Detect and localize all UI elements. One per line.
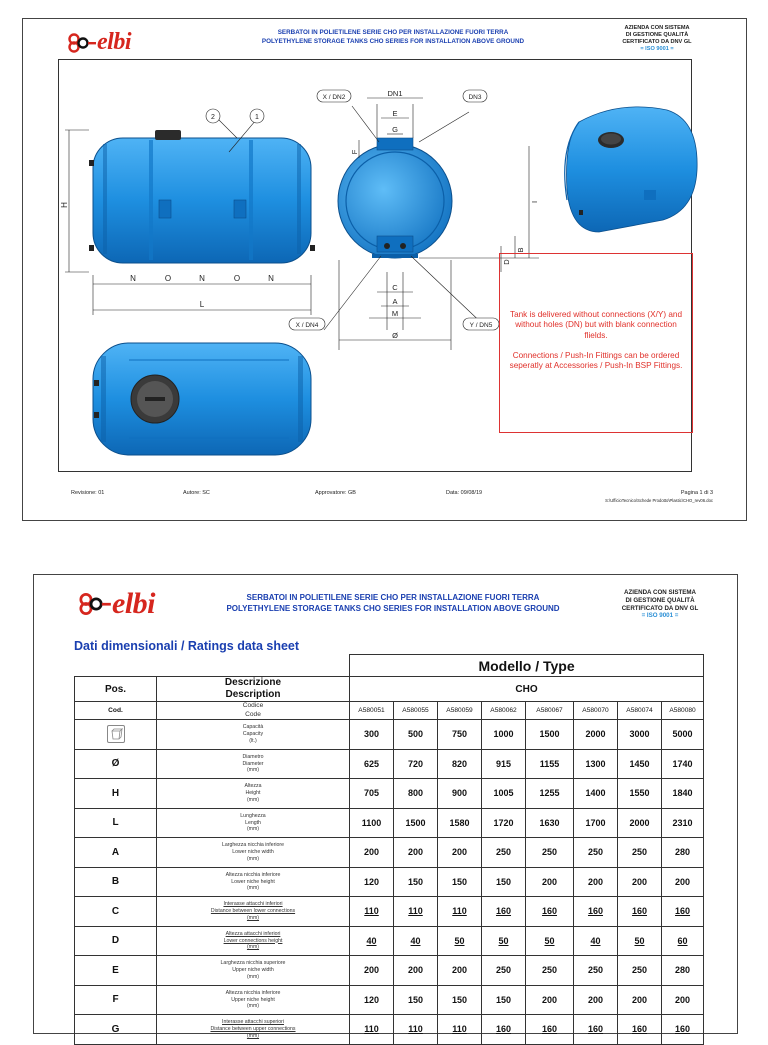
row-description [157, 926, 350, 956]
value-cell: 900 [438, 779, 482, 809]
value-cell: 40 [394, 926, 438, 956]
footer-revision: Revisione: 01 [71, 490, 105, 496]
table-row [75, 1015, 704, 1045]
cert-line: DI GESTIONE QUALITÀ [625, 31, 689, 38]
title-english: POLYETHYLENE STORAGE TANKS CHO SERIES FOR INSTALLATION ABOVE GROUND [261, 37, 525, 45]
row-position: F [75, 985, 157, 1015]
title-italian: SERBATOI IN POLIETILENE SERIE CHO PER INSTALLAZIONE FUORI TERRA [246, 593, 540, 602]
row-position: L [75, 808, 157, 838]
value-cell: 820 [438, 749, 482, 779]
value-cell: 160 [618, 1015, 662, 1045]
desc-en: Code [245, 710, 261, 718]
description-line: (mm) [246, 944, 260, 951]
value-cell: 1400 [574, 779, 618, 809]
svg-text:X / DN4: X / DN4 [295, 322, 319, 329]
description-line: Interasse attacchi inferiori [223, 901, 283, 908]
svg-text:1: 1 [255, 114, 259, 121]
document-title [223, 29, 563, 46]
front-view-tank [338, 138, 452, 258]
datasheet-title: Dati dimensionali / Ratings data sheet [74, 639, 300, 653]
row-description [157, 897, 350, 927]
row-description [157, 808, 350, 838]
ratings-table [74, 654, 704, 1045]
table-row [75, 749, 704, 779]
value-cell: 40 [574, 926, 618, 956]
description-line: Interasse attacchi superiori [222, 1019, 284, 1026]
value-cell: 200 [662, 867, 704, 897]
row-position: G [75, 1015, 157, 1045]
value-cell: 110 [394, 897, 438, 927]
value-cell: 1580 [438, 808, 482, 838]
footer-page: Pagina 1 di 3 [680, 490, 713, 496]
cert-line: AZIENDA CON SISTEMA [624, 25, 690, 31]
value-cell: 150 [394, 867, 438, 897]
row-position: Ø [75, 749, 157, 779]
model-code-cell: A580067 [526, 702, 574, 720]
value-cell: 110 [438, 1015, 482, 1045]
row-description [157, 779, 350, 809]
value-cell: 120 [350, 867, 394, 897]
footer-date: Data: 09/08/19 [446, 490, 483, 496]
value-cell: 1255 [526, 779, 574, 809]
description-line: (lt.) [249, 737, 257, 744]
row-position: D [75, 926, 157, 956]
description-line: (mm) [246, 826, 260, 833]
svg-text:Ø: Ø [392, 331, 398, 340]
value-cell: 160 [526, 897, 574, 927]
model-code-cell: A580070 [574, 702, 618, 720]
svg-text:N: N [268, 274, 274, 283]
description-line: Lunghezza [240, 812, 266, 819]
description-line: (mm) [246, 1032, 260, 1039]
description-line: Diameter [242, 760, 264, 767]
value-cell: 160 [482, 897, 526, 927]
row-position [75, 720, 157, 750]
svg-text:2: 2 [211, 114, 215, 121]
row-position: E [75, 956, 157, 986]
elbi-logo-mark-icon [78, 592, 112, 616]
document-title [194, 593, 592, 615]
certification-block [597, 25, 717, 53]
description-line: (mm) [246, 796, 260, 803]
description-line: Capacity [242, 731, 264, 737]
value-cell: 50 [526, 926, 574, 956]
svg-text:G: G [392, 125, 398, 134]
row-description [157, 985, 350, 1015]
description-line: (mm) [246, 767, 260, 774]
row-description [157, 1015, 350, 1045]
row-description [157, 838, 350, 868]
table-row [75, 956, 704, 986]
value-cell: 250 [574, 838, 618, 868]
description-line: (mm) [246, 855, 260, 862]
value-cell: 250 [618, 838, 662, 868]
value-cell: 200 [350, 956, 394, 986]
side-view-tank [89, 130, 315, 263]
value-cell: 160 [574, 1015, 618, 1045]
value-cell: 1155 [526, 749, 574, 779]
svg-text:N: N [199, 274, 205, 283]
value-cell: 280 [662, 838, 704, 868]
elbi-logo-mark-icon [67, 33, 97, 53]
cert-line: CERTIFICATO DA DNV GL [621, 604, 699, 612]
svg-text:DN3: DN3 [468, 94, 482, 101]
value-cell: 1740 [662, 749, 704, 779]
value-cell: 110 [350, 1015, 394, 1045]
elbi-logo [67, 29, 131, 56]
row-position: B [75, 867, 157, 897]
table-row [75, 838, 704, 868]
model-code-cell: A580062 [482, 702, 526, 720]
table-row [75, 897, 704, 927]
value-cell: 915 [482, 749, 526, 779]
svg-text:N: N [130, 274, 136, 283]
value-cell: 200 [574, 867, 618, 897]
svg-text:O: O [164, 274, 172, 283]
model-code-cell: A580051 [350, 702, 394, 720]
value-cell: 1720 [482, 808, 526, 838]
cod-label: Cod. [75, 702, 157, 720]
cert-line: CERTIFICATO DA DNV GL [622, 38, 692, 45]
value-cell: 120 [350, 985, 394, 1015]
description-line: (mm) [246, 1003, 260, 1010]
value-cell: 1300 [574, 749, 618, 779]
value-cell: 50 [618, 926, 662, 956]
title-english: POLYETHYLENE STORAGE TANKS CHO SERIES FOR INSTALLATION ABOVE GROUND [226, 603, 560, 613]
description-line: Height [245, 790, 261, 796]
value-cell: 1000 [482, 720, 526, 750]
model-code-cell: A580080 [662, 702, 704, 720]
footer-path: S:\UfficioTecnico\Schede Prodotto\Plastic\CHO_rev06.doc [605, 498, 713, 503]
value-cell: 1500 [526, 720, 574, 750]
row-description [157, 720, 350, 750]
desc-it: Codice [242, 702, 264, 709]
table-row [75, 985, 704, 1015]
value-cell: 200 [618, 867, 662, 897]
value-cell: 250 [526, 838, 574, 868]
value-cell: 2310 [662, 808, 704, 838]
value-cell: 200 [394, 956, 438, 986]
value-cell: 2000 [574, 720, 618, 750]
description-line: Distance between lower connections [210, 908, 296, 914]
value-cell: 1840 [662, 779, 704, 809]
value-cell: 60 [662, 926, 704, 956]
value-cell: 280 [662, 956, 704, 986]
description-line: Capacità [242, 724, 264, 731]
description-line: (mm) [246, 973, 260, 980]
svg-text:D: D [502, 259, 511, 265]
row-description [157, 956, 350, 986]
value-cell: 200 [574, 985, 618, 1015]
value-cell: 3000 [618, 720, 662, 750]
value-cell: 50 [438, 926, 482, 956]
series-label: CHO [350, 677, 704, 702]
svg-text:O: O [233, 274, 241, 283]
value-cell: 200 [438, 838, 482, 868]
value-cell: 150 [438, 867, 482, 897]
value-cell: 750 [438, 720, 482, 750]
model-code-cell: A580074 [618, 702, 662, 720]
top-view-tank [93, 343, 311, 455]
description-header-it: Descrizione [224, 677, 282, 688]
value-cell: 160 [618, 897, 662, 927]
value-cell: 1005 [482, 779, 526, 809]
value-cell: 200 [526, 985, 574, 1015]
codes-row [75, 702, 704, 720]
value-cell: 160 [662, 897, 704, 927]
value-cell: 800 [394, 779, 438, 809]
description-line: Upper niche height [231, 996, 275, 1003]
value-cell: 1100 [350, 808, 394, 838]
value-cell: 500 [394, 720, 438, 750]
pos-header: Pos. [75, 677, 157, 702]
svg-text:L: L [199, 300, 205, 309]
svg-text:I: I [530, 200, 539, 204]
description-line: Upper niche width [232, 967, 274, 973]
value-cell: 200 [662, 985, 704, 1015]
value-cell: 2000 [618, 808, 662, 838]
value-cell: 110 [394, 1015, 438, 1045]
description-line: Diametro [242, 753, 264, 760]
value-cell: 150 [482, 985, 526, 1015]
table-row [75, 926, 704, 956]
value-cell: 200 [618, 985, 662, 1015]
note-paragraph: Tank is delivered without connections (X/Y) and without holes (DN) but with blank connection flields. [509, 310, 683, 340]
value-cell: 720 [394, 749, 438, 779]
description-line: Altezza [244, 783, 262, 790]
value-cell: 300 [350, 720, 394, 750]
logo-word: elbi [97, 29, 131, 55]
isometric-view-tank [565, 107, 697, 232]
elbi-logo [78, 587, 155, 621]
value-cell: 200 [526, 867, 574, 897]
svg-text:X / DN2: X / DN2 [322, 94, 346, 101]
logo-word: elbi [112, 587, 155, 620]
footer-approver: Approvatore: GB [315, 490, 356, 496]
value-cell: 150 [482, 867, 526, 897]
row-description [157, 749, 350, 779]
cert-line: DI GESTIONE QUALITÀ [625, 596, 695, 604]
value-cell: 150 [438, 985, 482, 1015]
row-position: C [75, 897, 157, 927]
value-cell: 250 [526, 956, 574, 986]
technical-drawing [58, 59, 692, 472]
svg-text:B: B [516, 247, 525, 253]
model-code-cell: A580059 [438, 702, 482, 720]
value-cell: 1450 [618, 749, 662, 779]
value-cell: 250 [482, 838, 526, 868]
description-header [157, 677, 350, 702]
table-row [75, 779, 704, 809]
description-line: (mm) [246, 885, 260, 892]
description-line: Altezza attacchi inferiori [225, 930, 281, 937]
value-cell: 625 [350, 749, 394, 779]
description-line: Altezza nicchia inferiore [225, 989, 281, 996]
value-cell: 250 [618, 956, 662, 986]
value-cell: 200 [438, 956, 482, 986]
value-cell: 250 [574, 956, 618, 986]
model-code-cell: A580055 [394, 702, 438, 720]
value-cell: 160 [482, 1015, 526, 1045]
svg-text:C: C [392, 283, 398, 292]
value-cell: 1500 [394, 808, 438, 838]
description-line: Distance between upper connections [210, 1026, 296, 1032]
value-cell: 40 [350, 926, 394, 956]
description-line: Lower connections height [223, 937, 283, 944]
drawing-page [22, 18, 747, 521]
value-cell: 50 [482, 926, 526, 956]
value-cell: 1630 [526, 808, 574, 838]
row-position: A [75, 838, 157, 868]
description-line: Lower niche height [231, 878, 275, 885]
svg-text:M: M [391, 309, 399, 318]
codes-description [157, 702, 350, 720]
value-cell: 5000 [662, 720, 704, 750]
table-row [75, 808, 704, 838]
description-line: Altezza nicchia inferiore [225, 871, 281, 878]
cert-line: AZIENDA CON SISTEMA [624, 589, 696, 596]
svg-text:A: A [392, 297, 398, 306]
value-cell: 160 [662, 1015, 704, 1045]
datasheet-page [33, 574, 738, 1039]
row-position: H [75, 779, 157, 809]
svg-text:Y / DN5: Y / DN5 [469, 322, 493, 329]
description-header-en: Description [225, 689, 281, 700]
value-cell: 1700 [574, 808, 618, 838]
value-cell: 160 [526, 1015, 574, 1045]
svg-text:H: H [60, 202, 69, 208]
svg-text:E: E [392, 109, 398, 118]
row-description [157, 867, 350, 897]
model-header: Modello / Type [350, 655, 704, 677]
description-line: Larghezza nicchia inferiore [222, 842, 284, 849]
note-paragraph: Connections / Push-In Fittings can be ordered seperatly at Accessories / Push-In BSP Fittings. [509, 350, 683, 370]
certification-block [600, 589, 720, 620]
value-cell: 110 [438, 897, 482, 927]
table-row [75, 867, 704, 897]
svg-text:DN1: DN1 [387, 89, 403, 98]
title-italian: SERBATOI IN POLIETILENE SERIE CHO PER INSTALLAZIONE FUORI TERRA [277, 29, 509, 36]
svg-text:F: F [350, 149, 359, 155]
description-line: Larghezza nicchia superiore [220, 960, 286, 967]
value-cell: 705 [350, 779, 394, 809]
description-line: Length [245, 819, 261, 826]
value-cell: 250 [482, 956, 526, 986]
footer-author: Autore: SC [183, 490, 210, 496]
value-cell: 150 [394, 985, 438, 1015]
cert-iso: = ISO 9001 = [641, 612, 679, 620]
value-cell: 160 [574, 897, 618, 927]
value-cell: 200 [350, 838, 394, 868]
capacity-icon [107, 725, 125, 743]
description-line: Lower niche width [232, 849, 274, 855]
value-cell: 200 [394, 838, 438, 868]
value-cell: 110 [350, 897, 394, 927]
value-cell: 1550 [618, 779, 662, 809]
table-row [75, 720, 704, 750]
delivery-note [499, 253, 693, 433]
description-line: (mm) [246, 914, 260, 921]
cert-iso: = ISO 9001 = [640, 45, 674, 52]
